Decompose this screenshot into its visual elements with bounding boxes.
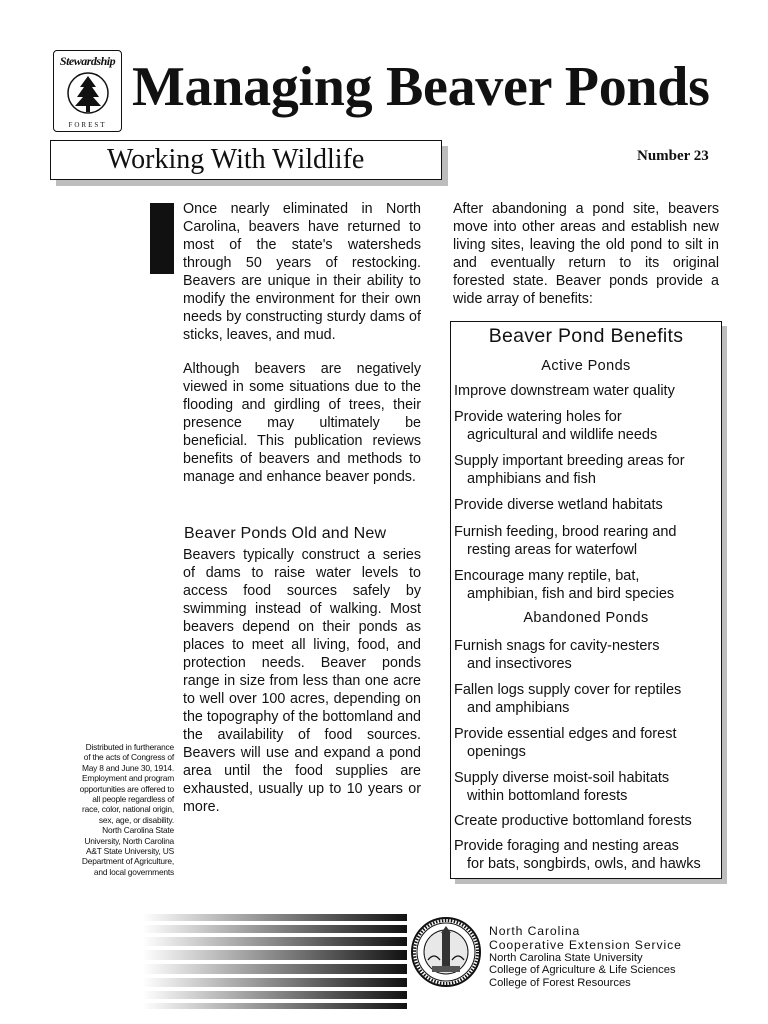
footer-line-state: North Carolina — [489, 924, 581, 938]
benefit-item: Improve downstream water quality — [454, 383, 675, 399]
footer-text — [489, 924, 682, 989]
benefit-item: Encourage many reptile, bat, amphibian, fish and bird species — [454, 568, 675, 602]
benefit-item: Supply diverse moist-soil habitats within bottomland forests — [454, 770, 670, 804]
benefit-item: Create productive bottomland forests — [454, 813, 692, 829]
footer-line-college-forest: College of Forest Resources — [489, 976, 631, 989]
footer-line-service: Cooperative Extension Service — [489, 938, 682, 952]
column2-intro: After abandoning a pond site, beavers move into other areas and establish new living sites, leaving the old pond to silt in and eventually return to its original forested state. Beaver ponds provide a wide array of benefits: — [453, 201, 719, 307]
issue-number: Number 23 — [637, 148, 709, 164]
benefits-title: Beaver Pond Benefits — [488, 325, 684, 347]
tree-icon — [66, 71, 110, 115]
drop-cap-bar — [150, 203, 174, 274]
section-heading: Beaver Ponds Old and New — [184, 525, 387, 542]
logo-bottom-text: FOREST — [68, 121, 107, 129]
benefit-item: Provide essential edges and forest openings — [454, 726, 677, 760]
page-title: Managing Beaver Ponds — [132, 56, 710, 118]
intro-paragraph-2: Although beavers are negatively viewed in some situations due to the flooding and girdling of trees, their presence may ultimately be beneficial. This publication reviews benefits of beavers and methods to manage and enhance beaver ponds. — [183, 361, 421, 485]
intro-paragraph-1: Once nearly eliminated in North Carolina, beavers have returned to most of the state's watersheds through 50 years of restocking. Beavers are unique in their ability to modify the environment for their own needs by constructing sturdy dams of sticks, leaves, and mud. — [183, 201, 421, 343]
benefit-item: Provide foraging and nesting areas for bats, songbirds, owls, and hawks — [454, 838, 701, 872]
benefits-box — [450, 321, 722, 879]
footer-line-university: North Carolina State University — [489, 952, 643, 964]
benefit-item: Supply important breeding areas for amphibians and fish — [454, 453, 685, 487]
logo-top-text: Stewardship — [59, 54, 116, 68]
disclaimer: Distributed in furtherance of the acts of Congress of May 8 and June 30, 1914. Employment and program opportunities are offered to all people regardless of race, color, national origin, sex, age, or disability. North Carolina State University, North Carolina A&T State University, US Department of Agriculture, and local governments — [79, 742, 174, 877]
section-body: Beavers typically construct a series of dams to raise water levels to access food sources safely by swimming instead of walking. Most beavers depend on their ponds as places to meet all living, food, and protection needs. Beaver ponds range in size from less than one acre to well over 100 acres, depending on the topography of the bottomland and the availability of food sources. Beavers will use and expand a pond area until the food supplies are exhausted, usually up to 10 years or more. — [183, 547, 421, 815]
active-ponds-heading: Active Ponds — [541, 358, 631, 374]
benefit-item: Furnish snags for cavity-nesters and insectivores — [454, 638, 660, 672]
benefit-item: Furnish feeding, brood rearing and resting areas for waterfowl — [454, 524, 677, 558]
subtitle: Working With Wildlife — [107, 144, 365, 175]
footer-stripes — [142, 912, 407, 1010]
stewardship-forest-logo — [53, 50, 122, 132]
footer-line-college-ag: College of Agriculture & Life Sciences — [489, 964, 676, 977]
benefit-item: Provide diverse wetland habitats — [454, 497, 663, 513]
subtitle-box — [50, 140, 442, 180]
abandoned-ponds-heading: Abandoned Ponds — [523, 610, 649, 626]
benefit-item: Fallen logs supply cover for reptiles and amphibians — [454, 682, 682, 716]
university-seal-icon — [410, 916, 482, 988]
benefit-item: Provide watering holes for agricultural and wildlife needs — [454, 409, 658, 443]
